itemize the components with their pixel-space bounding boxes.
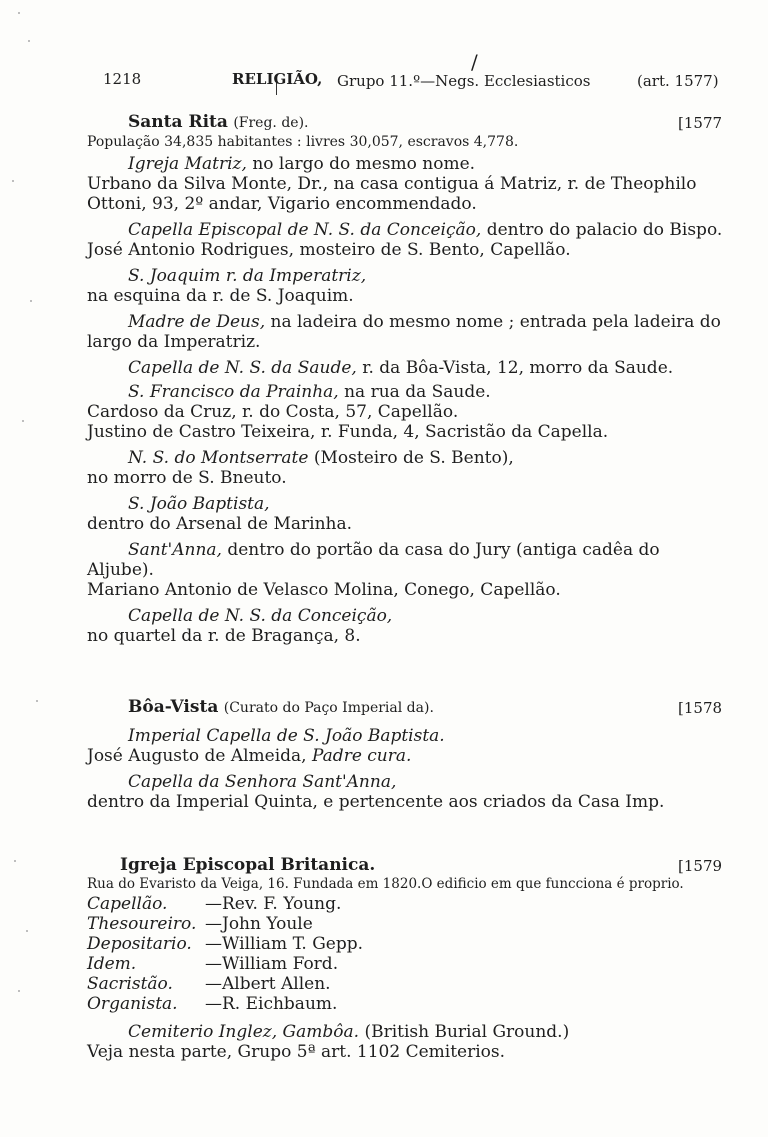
- text-line: José Augusto de Almeida, Padre cura.: [87, 746, 412, 766]
- page-number: 1218: [103, 70, 142, 88]
- running-title: RELIGIÃO,: [232, 70, 323, 88]
- text-line: Capella da Senhora Sant'Anna,: [128, 772, 397, 792]
- text-line: Mariano Antonio de Velasco Molina, Conego, Capellão.: [87, 580, 561, 600]
- section-heading: Igreja Episcopal Britanica.: [120, 855, 376, 875]
- text-line: S. Francisco da Prainha, na rua da Saude.: [128, 382, 491, 402]
- text-line: na esquina da r. de S. Joaquim.: [87, 286, 354, 306]
- text-line: Sant'Anna, dentro do portão da casa do Jury (antiga cadêa do: [128, 540, 660, 560]
- staff-row: Thesoureiro. —John Youle: [87, 914, 313, 934]
- text-line: dentro da Imperial Quinta, e pertencente aos criados da Casa Imp.: [87, 792, 665, 812]
- text-line: Capella Episcopal de N. S. da Conceição, dentro do palacio do Bispo.: [128, 220, 723, 240]
- text-line: Capella de N. S. da Conceição,: [128, 606, 393, 626]
- staff-row: Organista. —R. Eichbaum.: [87, 994, 338, 1014]
- pencil-slash-mark: /: [471, 50, 478, 74]
- population-line: População 34,835 habitantes : livres 30,057, escravos 4,778.: [87, 134, 519, 150]
- staff-row: Capellão. —Rev. F. Young.: [87, 894, 342, 914]
- text-line: José Antonio Rodrigues, mosteiro de S. Bento, Capellão.: [87, 240, 571, 260]
- text-line: Capella de N. S. da Saude, r. da Bôa-Vista, 12, morro da Saude.: [128, 358, 674, 378]
- section-heading: Santa Rita (Freg. de).: [128, 112, 309, 132]
- section-heading: Bôa-Vista (Curato do Paço Imperial da).: [128, 697, 434, 717]
- article-range: (art. 1577): [637, 72, 719, 90]
- section-ref: [1579: [678, 857, 723, 875]
- text-line: Urbano da Silva Monte, Dr., na casa contigua á Matriz, r. de Theophilo: [87, 174, 697, 194]
- text-line: N. S. do Montserrate (Mosteiro de S. Bento),: [128, 448, 514, 468]
- section-ref: [1578: [678, 699, 723, 717]
- text-line: Ottoni, 93, 2º andar, Vigario encommendado.: [87, 194, 477, 214]
- text-line: Madre de Deus, na ladeira do mesmo nome ; entrada pela ladeira do: [128, 312, 721, 332]
- staff-row: Idem. —William Ford.: [87, 954, 339, 974]
- section-ref: [1577: [678, 114, 723, 132]
- text-line: Imperial Capella de S. João Baptista.: [128, 726, 445, 746]
- text-line: no quartel da r. de Bragança, 8.: [87, 626, 361, 646]
- text-line: Cemiterio Inglez, Gambôa. (British Burial Ground.): [128, 1022, 570, 1042]
- staff-row: Sacristão. —Albert Allen.: [87, 974, 331, 994]
- text-line: largo da Imperatriz.: [87, 332, 261, 352]
- text-line: Justino de Castro Teixeira, r. Funda, 4, Sacristão da Capella.: [87, 422, 609, 442]
- text-line: Veja nesta parte, Grupo 5ª art. 1102 Cemiterios.: [87, 1042, 506, 1062]
- address-line: Rua do Evaristo da Veiga, 16. Fundada em 1820.O edificio em que funcciona é proprio.: [87, 876, 684, 892]
- margin-specks: [0, 0, 60, 1137]
- staff-row: Depositario. —William T. Gepp.: [87, 934, 364, 954]
- text-line: no morro de S. Bneuto.: [87, 468, 287, 488]
- text-line: S. Joaquim r. da Imperatriz,: [128, 266, 367, 286]
- text-line: Cardoso da Cruz, r. do Costa, 57, Capellão.: [87, 402, 459, 422]
- running-subtitle: Grupo 11.º—Negs. Ecclesiasticos: [337, 72, 591, 90]
- text-line: Aljube).: [87, 560, 154, 580]
- text-line: dentro do Arsenal de Marinha.: [87, 514, 353, 534]
- text-line: S. João Baptista,: [128, 494, 270, 514]
- text-line: Igreja Matriz, no largo do mesmo nome.: [128, 154, 476, 174]
